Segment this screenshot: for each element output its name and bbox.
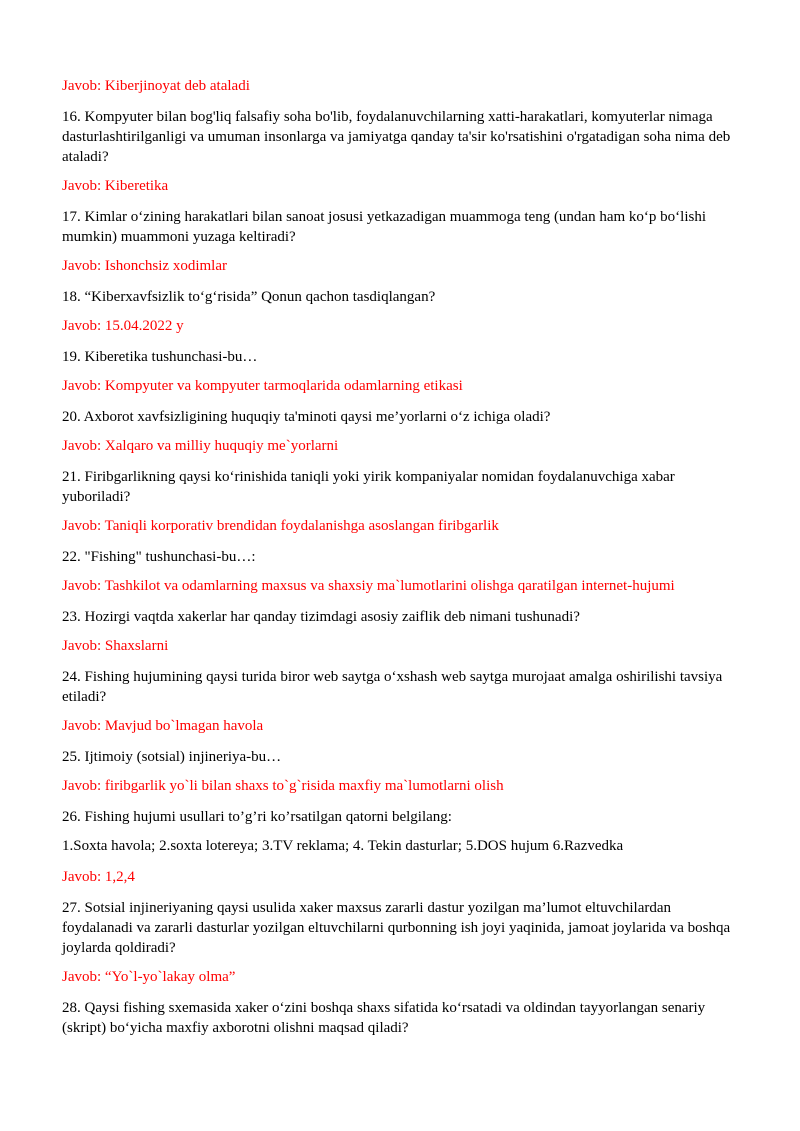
answer-line: Javob: “Yo`l-yo`lakay olma” [62,969,236,985]
question-line: 21. Firibgarlikning qaysi ko‘rinishida taniqli yoki yirik kompaniyalar nomidan foydalanuvchiga xabar yuboriladi? [62,469,679,505]
question-line: 26. Fishing hujumi usullari to’g’ri ko’rsatilgan qatorni belgilang: [62,809,452,825]
question-line: 25. Ijtimoiy (sotsial) injineriya-bu… [62,749,282,765]
question-line: 19. Kiberetika tushunchasi-bu… [62,349,258,365]
answer-line: Javob: firibgarlik yo`li bilan shaxs to`g`risida maxfiy ma`lumotlarni olish [62,778,504,794]
answer-line: Javob: 15.04.2022 y [62,318,184,334]
answer-line: Javob: Mavjud bo`lmagan havola [62,718,264,734]
options-line: 1.Soxta havola; 2.soxta lotereya; 3.TV reklama; 4. Tekin dasturlar; 5.DOS hujum 6.Razvedka [62,838,624,854]
question-line: 20. Axborot xavfsizligining huquqiy ta'minoti qaysi me’yorlarni o‘z ichiga oladi? [62,409,551,425]
answer-line: Javob: 1,2,4 [62,869,135,885]
question-line: 16. Kompyuter bilan bog'liq falsafiy soha bo'lib, foydalanuvchilarning xatti-harakatlari, komyuterlar nimaga dasturlashtirilganligi va umuman insonlarga va jamiyatga qanday ta'sir ko'rsatishini o'rgatadigan soha nima deb ataladi? [62,109,734,165]
answer-line: Javob: Kiberetika [62,178,169,194]
question-line: 18. “Kiberxavfsizlik to‘g‘risida” Qonun qachon tasdiqlangan? [62,289,436,305]
answer-line: Javob: Taniqli korporativ brendidan foydalanishga asoslangan firibgarlik [62,518,499,534]
question-line: 27. Sotsial injineriyaning qaysi usulida xaker maxsus zararli dastur yozilgan ma’lumot eltuvchilardan foydalanadi va zararli dasturlar yozilgan eltuvchilarni qurbonning ish joyi yaqinida, jamoat joylarida va boshqa joylarda qoldiradi? [62,900,734,956]
question-line: 24. Fishing hujumining qaysi turida biror web saytga o‘xshash web saytga murojaat amalga oshirilishi tavsiya etiladi? [62,669,727,705]
question-line: 17. Kimlar o‘zining harakatlari bilan sanoat josusi yetkazadigan muammoga teng (undan ham ko‘p bo‘lishi mumkin) muammoni yuzaga keltiradi? [62,209,710,245]
question-line: 22. "Fishing" tushunchasi-bu…: [62,549,256,565]
answer-line: Javob: Xalqaro va milliy huquqiy me`yorlarni [62,438,339,454]
question-line: 23. Hozirgi vaqtda xakerlar har qanday tizimdagi asosiy zaiflik deb nimani tushunadi? [62,609,580,625]
answer-line: Javob: Ishonchsiz xodimlar [62,258,227,274]
answer-line: Javob: Tashkilot va odamlarning maxsus va shaxsiy ma`lumotlarini olishga qaratilgan internet-hujumi [62,578,675,594]
question-line: 28. Qaysi fishing sxemasida xaker o‘zini boshqa shaxs sifatida ko‘rsatadi va oldindan tayyorlangan senariy (skript) bo‘yicha maxfiy axborotni olishni maqsad qiladi? [62,1000,709,1036]
answer-line: Javob: Shaxslarni [62,638,169,654]
answer-line: Javob: Kompyuter va kompyuter tarmoqlarida odamlarning etikasi [62,378,463,394]
answer-line: Javob: Kiberjinoyat deb ataladi [62,78,250,94]
